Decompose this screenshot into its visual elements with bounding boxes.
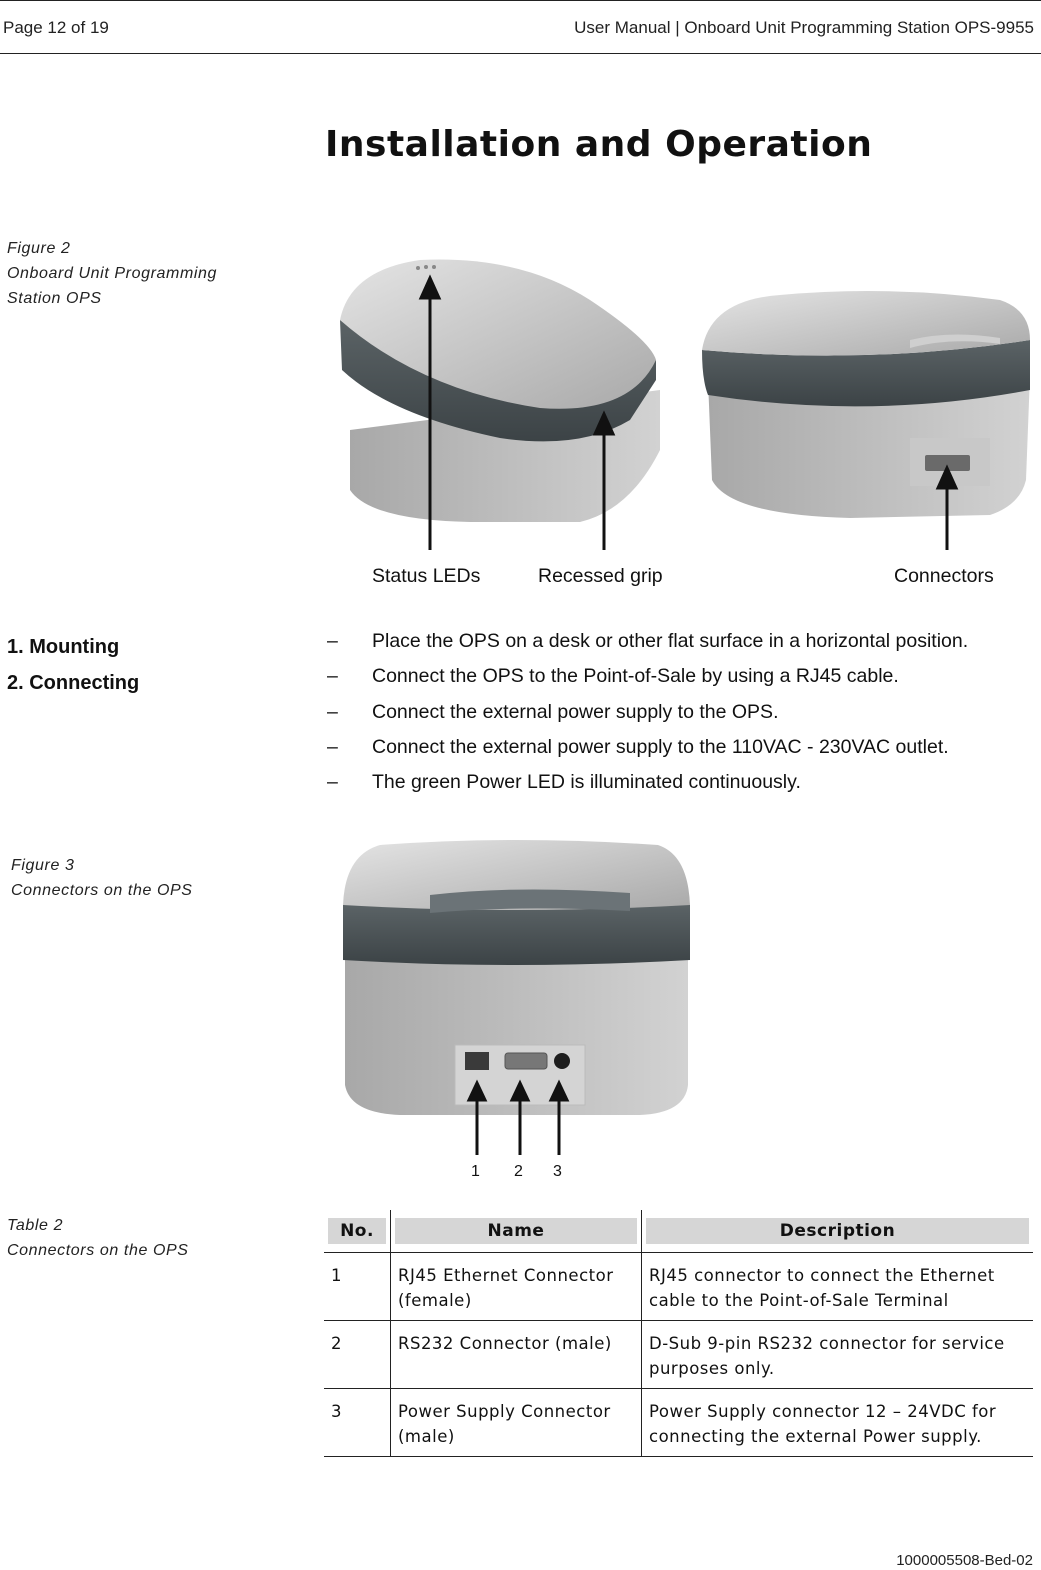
cell-description: D-Sub 9-pin RS232 connector for service purposes only. xyxy=(642,1321,1034,1389)
header-top-rule xyxy=(0,0,1041,1)
ops-device-rear-closeup xyxy=(343,840,690,1115)
list-item-text: Connect the OPS to the Point-of-Sale by using a RJ45 cable. xyxy=(372,665,899,688)
page-number: Page 12 of 19 xyxy=(3,18,109,37)
list-item xyxy=(325,695,1035,730)
figure-3-callout-arrows xyxy=(469,1083,567,1155)
table-row xyxy=(324,1253,1033,1321)
cell-description: Power Supply connector 12 – 24VDC for connecting the external Power supply. xyxy=(642,1389,1034,1457)
list-item xyxy=(325,624,1035,659)
cell-no: 1 xyxy=(324,1253,391,1321)
cell-name: RJ45 Ethernet Connector (female) xyxy=(391,1253,642,1321)
label-connectors: Connectors xyxy=(894,565,994,587)
ops-device-rear-view xyxy=(702,291,1030,518)
cell-name: Power Supply Connector (male) xyxy=(391,1389,642,1457)
cell-no: 3 xyxy=(324,1389,391,1457)
step-connecting: 2. Connecting xyxy=(7,672,140,694)
list-item-text: Connect the external power supply to the 110VAC - 230VAC outlet. xyxy=(372,736,949,759)
list-item-text: The green Power LED is illuminated continuously. xyxy=(372,771,801,794)
instruction-list xyxy=(325,624,1035,800)
column-header-name: Name xyxy=(391,1210,642,1253)
figure-2-caption xyxy=(7,236,217,311)
list-item xyxy=(325,765,1035,800)
header-bottom-rule xyxy=(0,53,1041,54)
table-row xyxy=(324,1389,1033,1457)
label-status-leds: Status LEDs xyxy=(372,565,481,587)
table-row xyxy=(324,1321,1033,1389)
bullet-marker: – xyxy=(327,736,338,759)
figure-3-caption-line: Connectors on the OPS xyxy=(11,882,193,899)
table-2-caption-line: Table 2 xyxy=(7,1217,64,1234)
figure-3-caption xyxy=(11,853,193,903)
list-item xyxy=(325,659,1035,694)
document-number: 1000005508-Bed-02 xyxy=(896,1552,1033,1569)
figure-2-ops-photo xyxy=(330,240,1040,560)
connectors-table xyxy=(324,1210,1033,1457)
label-recessed-grip: Recessed grip xyxy=(538,565,663,587)
bullet-marker: – xyxy=(327,630,338,653)
table-2-caption xyxy=(7,1213,189,1263)
step-mounting: 1. Mounting xyxy=(7,636,120,658)
document-title: User Manual | Onboard Unit Programming Station OPS-9955 xyxy=(574,18,1034,37)
cell-name: RS232 Connector (male) xyxy=(391,1321,642,1389)
column-header-no: No. xyxy=(324,1210,391,1253)
bullet-marker: – xyxy=(327,771,338,794)
bullet-marker: – xyxy=(327,665,338,688)
cell-no: 2 xyxy=(324,1321,391,1389)
list-item-text: Connect the external power supply to the OPS. xyxy=(372,700,779,723)
figure-3-caption-line: Figure 3 xyxy=(11,857,75,874)
column-header-description: Description xyxy=(642,1210,1034,1253)
ops-device-front-view xyxy=(340,260,660,523)
cell-description: RJ45 connector to connect the Ethernet cable to the Point-of-Sale Terminal xyxy=(642,1253,1034,1321)
table-2-caption-line: Connectors on the OPS xyxy=(7,1242,189,1259)
list-item xyxy=(325,730,1035,765)
figure-2-caption-line: Station OPS xyxy=(7,290,102,307)
connector-label-3: 3 xyxy=(553,1163,562,1180)
figure-2-caption-line: Onboard Unit Programming xyxy=(7,265,218,282)
connector-label-1: 1 xyxy=(471,1163,480,1180)
list-item-text: Place the OPS on a desk or other flat surface in a horizontal position. xyxy=(372,630,969,653)
figure-3-connectors-photo xyxy=(340,835,700,1165)
connector-label-2: 2 xyxy=(514,1163,523,1180)
table-header-row xyxy=(324,1210,1033,1253)
figure-2-caption-line: Figure 2 xyxy=(7,240,71,257)
bullet-marker: – xyxy=(327,700,338,723)
section-title: Installation and Operation xyxy=(325,124,873,165)
